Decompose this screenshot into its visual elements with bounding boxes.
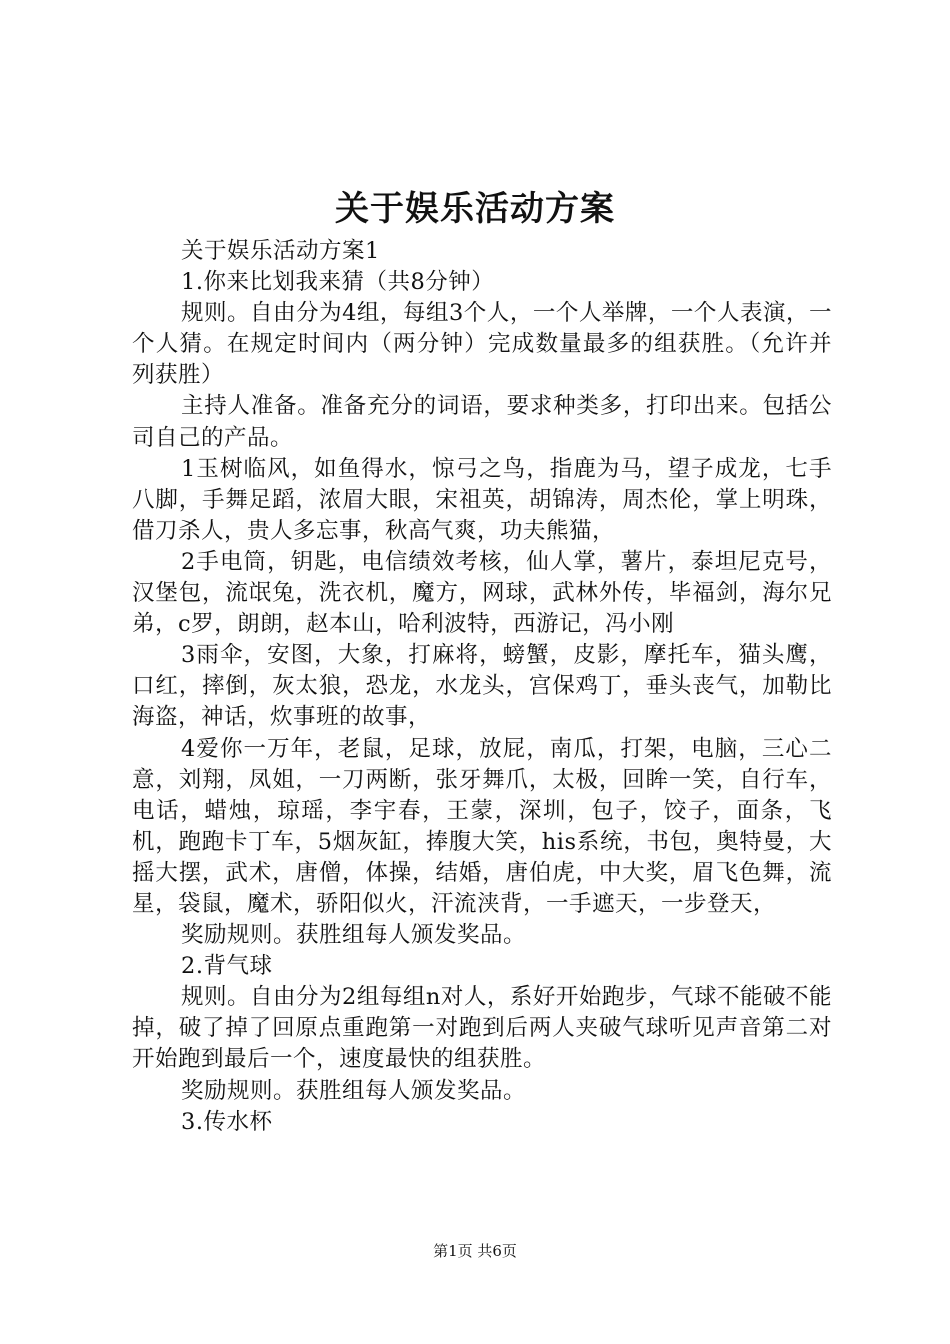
paragraph-subtitle: 关于娱乐活动方案1 — [181, 238, 380, 264]
paragraph-host-preparation: 主持人准备。准备充分的词语，要求种类多，打印出来。包括公司自己的产品。 — [132, 393, 832, 451]
paragraph-section-2-rules: 规则。自由分为2组每组n对人，系好开始跑步，气球不能破不能掉，破了掉了回原点重跑第一对跑到后两人夹破气球听见声音第二对开始跑到最后一个，速度最快的组获胜。 — [132, 984, 832, 1073]
page-number-footer: 第1页 共6页 — [433, 1242, 517, 1260]
paragraph-word-list-3: 3雨伞，安图，大象，打麻将，螃蟹，皮影，摩托车，猫头鹰，口红，摔倒，灰太狼，恐龙，水龙头，宫保鸡丁，垂头丧气，加勒比海盗，神话，炊事班的故事， — [132, 642, 832, 731]
document-title: 关于娱乐活动方案 — [335, 189, 615, 229]
paragraph-word-list-1: 1玉树临风，如鱼得水，惊弓之鸟，指鹿为马，望子成龙，七手八脚，手舞足蹈，浓眉大眼，宋祖英，胡锦涛，周杰伦，掌上明珠，借刀杀人，贵人多忘事，秋高气爽，功夫熊猫， — [132, 455, 832, 544]
paragraph-word-list-2: 2手电筒，钥匙，电信绩效考核，仙人掌，薯片，泰坦尼克号，汉堡包，流氓兔，洗衣机，魔方，网球，武林外传，毕福剑，海尔兄弟，c罗，朗朗，赵本山，哈利波特，西游记，冯小刚 — [132, 548, 832, 638]
paragraph-section-1-heading: 1.你来比划我来猜（共8分钟） — [181, 269, 495, 296]
paragraph-section-2-heading: 2.背气球 — [181, 953, 273, 980]
document-body — [132, 236, 832, 1138]
paragraph-section-1-reward: 奖励规则。获胜组每人颁发奖品。 — [181, 922, 527, 949]
paragraph-word-list-4: 4爱你一万年，老鼠，足球，放屁，南瓜，打架，电脑，三心二意，刘翔，凤姐，一刀两断，张牙舞爪，太极，回眸一笑，自行车，电话，蜡烛，琼瑶，李宇春，王蒙，深圳，包子，饺子，面条，飞机，跑跑卡丁车，5烟灰缸，捧腹大笑，his系统，书包，奥特曼，大摇大摆，武术，唐僧，体操，结婚，唐伯虎，中大奖，眉飞色舞，流星，袋鼠，魔术，骄阳似火，汗流浃背，一手遮天，一步登天， — [132, 735, 832, 917]
paragraph-section-3-heading: 3.传水杯 — [181, 1108, 273, 1135]
paragraph-section-1-rules: 规则。自由分为4组，每组3个人，一个人举牌，一个人表演，一个人猜。在规定时间内（两分钟）完成数量最多的组获胜。（允许并列获胜） — [132, 300, 832, 389]
paragraph-section-2-reward: 奖励规则。获胜组每人颁发奖品。 — [181, 1077, 527, 1104]
